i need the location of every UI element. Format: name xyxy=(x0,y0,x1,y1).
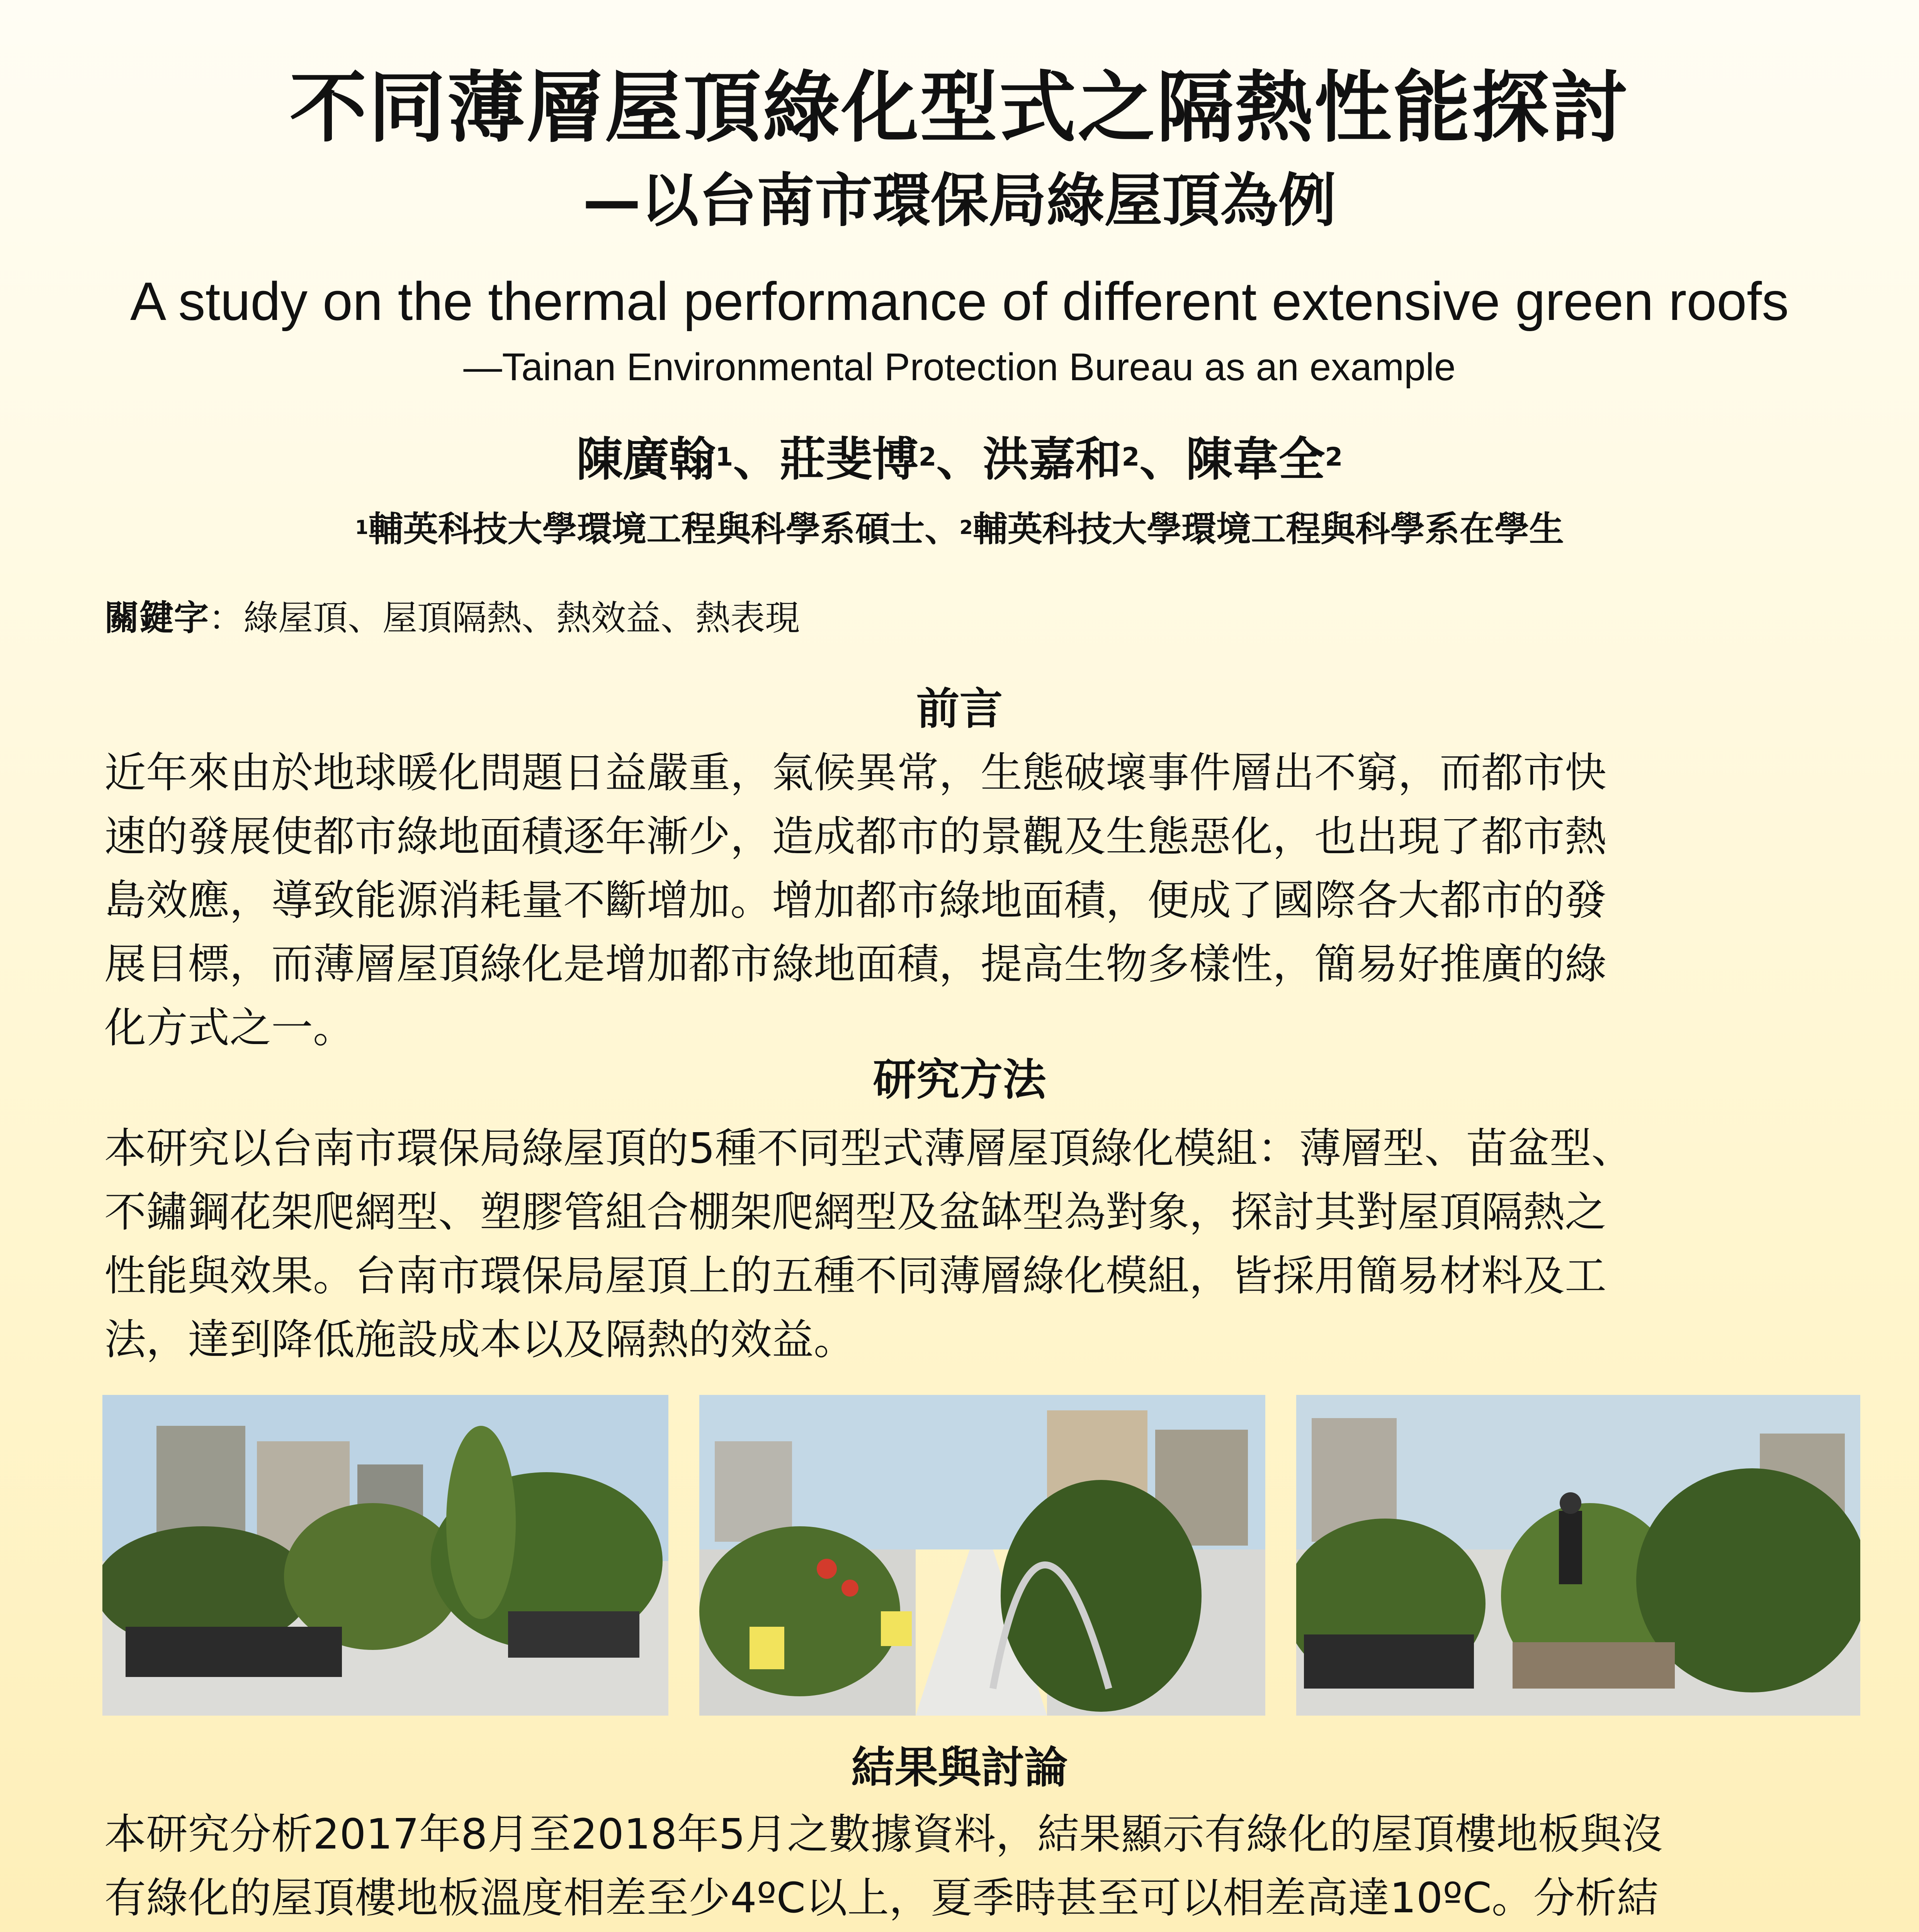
text-line: 近年來由於地球暖化問題日益嚴重，氣候異常，生態破壞事件層出不窮，而都市快 xyxy=(104,749,1607,797)
text-line: 法，達到降低施設成本以及隔熱的效益。 xyxy=(104,1316,856,1364)
author-name: 陳韋全 xyxy=(1186,433,1325,486)
section-heading-introduction: 前言 xyxy=(916,684,1003,734)
text-line: 有綠化的屋頂樓地板溫度相差至少4ºC以上，夏季時甚至可以相差高達10ºC。分析結 xyxy=(104,1874,1659,1922)
green-roof-photo-1 xyxy=(102,1395,668,1716)
author-name: 陳廣翰 xyxy=(576,433,716,486)
text-line: 本研究以台南市環保局綠屋頂的5種不同型式薄層屋頂綠化模組：薄層型、苗盆型、 xyxy=(104,1124,1633,1173)
text-line xyxy=(104,1930,1858,1932)
author-affiliation-mark: 1 xyxy=(715,442,733,472)
author-affiliation-mark: 2 xyxy=(1122,442,1140,472)
results-paragraph xyxy=(104,1803,1858,1932)
author-separator: 、 xyxy=(936,433,983,486)
affiliation-mark: 2 xyxy=(959,516,973,539)
affiliations xyxy=(0,506,1919,553)
text-line: 化方式之一。 xyxy=(104,1004,355,1052)
author-affiliation-mark: 2 xyxy=(918,442,937,472)
section-heading-results: 結果與討論 xyxy=(851,1743,1068,1793)
affiliation-text: 輔英科技大學環境工程與科學系碩士 xyxy=(368,509,925,549)
paper-title-chinese: 不同薄層屋頂綠化型式之隔熱性能探討 xyxy=(289,63,1630,153)
text-line: 不鏽鋼花架爬網型、塑膠管組合棚架爬網型及盆缽型為對象，探討其對屋頂隔熱之 xyxy=(104,1188,1607,1236)
paper-subtitle-english: —Tainan Environmental Protection Bureau as an example xyxy=(463,345,1456,389)
paper-title-english: A study on the thermal performance of different extensive green roofs xyxy=(130,271,1789,332)
author-list xyxy=(0,429,1919,491)
text-line: 展目標，而薄層屋頂綠化是增加都市綠地面積，提高生物多樣性，簡易好推廣的綠 xyxy=(104,940,1607,988)
author-name: 洪嘉和 xyxy=(982,433,1122,486)
introduction-paragraph xyxy=(104,741,1858,1060)
keywords-colon: ： xyxy=(209,598,243,638)
affiliation-text: 輔英科技大學環境工程與科學系在學生 xyxy=(972,509,1564,549)
keywords xyxy=(104,595,800,641)
keywords-label: 關鍵字 xyxy=(104,598,209,638)
keywords-text: 綠屋頂、屋頂隔熱、熱效益、熱表現 xyxy=(243,598,800,638)
green-roof-photo-2 xyxy=(699,1395,1265,1716)
author-separator: 、 xyxy=(733,433,780,486)
text-line: 島效應，導致能源消耗量不斷增加。增加都市綠地面積，便成了國際各大都市的發 xyxy=(104,876,1607,925)
paper-subtitle-chinese: —以台南市環保局綠屋頂為例 xyxy=(583,167,1336,235)
text-line: 速的發展使都市綠地面積逐年漸少，造成都市的景觀及生態惡化，也出現了都市熱 xyxy=(104,813,1607,861)
section-heading-method: 研究方法 xyxy=(873,1055,1046,1105)
author-affiliation-mark: 2 xyxy=(1325,442,1343,472)
method-paragraph xyxy=(104,1117,1858,1372)
author-separator: 、 xyxy=(1139,433,1186,486)
green-roof-photo-3 xyxy=(1296,1395,1860,1716)
author-name: 莊斐博 xyxy=(779,433,919,486)
text-line: 本研究分析2017年8月至2018年5月之數據資料，結果顯示有綠化的屋頂樓地板與沒 xyxy=(104,1810,1664,1859)
affiliation-mark: 1 xyxy=(355,516,369,539)
text-line: 性能與效果。台南市環保局屋頂上的五種不同薄層綠化模組，皆採用簡易材料及工 xyxy=(104,1252,1607,1300)
affiliation-separator: 、 xyxy=(925,509,960,549)
